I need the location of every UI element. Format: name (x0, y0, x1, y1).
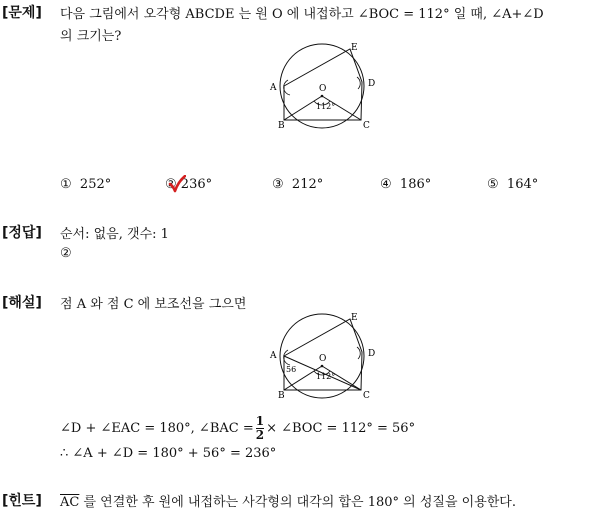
fraction-one-half (256, 415, 264, 442)
fig1-label-D: D (368, 79, 376, 89)
fig2-label-A: A (270, 351, 277, 361)
hint-arc: $\overline{AC}$ (60, 495, 80, 510)
choice-1-value: 252° (79, 177, 112, 192)
choice-1-number: ① (60, 177, 72, 192)
fig2-label-B: B (278, 391, 285, 401)
choice-1[interactable] (60, 177, 111, 192)
fig2-label-E: E (351, 313, 358, 323)
fig1-label-E: E (351, 43, 358, 53)
fig2-label-O: O (319, 354, 327, 364)
choice-4[interactable] (380, 177, 431, 192)
fig1-label-C: C (363, 121, 370, 131)
fig2-label-C: C (363, 391, 370, 401)
explanation-equation1 (60, 415, 415, 442)
figure-pentagon-circle (264, 40, 384, 140)
problem-text-line1: 다음 그림에서 오각형 ABCDE 는 원 O 에 내접하고 ∠BOC = 112° 일 때, ∠A+∠D (60, 7, 544, 22)
choice-2-value: 236° (180, 177, 213, 192)
answer-label: [정답] (2, 225, 42, 241)
fig1-angle-label: 112° (316, 102, 336, 111)
fraction-denominator: 2 (255, 428, 265, 442)
answer-line1: 순서: 없음, 갯수: 1 (60, 227, 169, 242)
fraction-numerator: 1 (255, 414, 265, 428)
eq1-part1: ∠D + ∠EAC = 180°, ∠BAC = (60, 421, 254, 436)
eq1-part2: × ∠BOC = 112° = 56° (266, 421, 416, 436)
fig1-label-A: A (270, 83, 277, 93)
problem-text-line2: 의 크기는? (60, 29, 122, 44)
choice-3-value: 212° (291, 177, 324, 192)
figure-auxiliary-line (264, 310, 384, 410)
hint-text (60, 491, 516, 510)
choice-4-value: 186° (399, 177, 432, 192)
choice-4-number: ④ (380, 177, 392, 192)
explanation-intro: 점 A 와 점 C 에 보조선을 그으면 (60, 297, 247, 312)
fig2-angle-label: 112° (316, 372, 336, 381)
problem-label: [문제] (2, 5, 42, 21)
choice-5[interactable] (487, 177, 538, 192)
explanation-equation2: ∴ ∠A + ∠D = 180° + 56° = 236° (60, 446, 277, 461)
fig2-angle-56-label: 56 (286, 365, 297, 374)
choice-2[interactable] (165, 177, 212, 192)
choice-3-number: ③ (272, 177, 284, 192)
choice-2-number: ② (165, 177, 177, 192)
fig1-label-B: B (278, 121, 285, 131)
explanation-label: [해설] (2, 295, 42, 311)
answer-line2: ② (60, 246, 72, 261)
choice-5-value: 164° (506, 177, 539, 192)
fig2-label-D: D (368, 349, 376, 359)
fig1-label-O: O (319, 84, 327, 94)
hint-body: 를 연결한 후 원에 내접하는 사각형의 대각의 합은 180° 의 성질을 이용한다. (79, 495, 517, 510)
checkmark-icon (168, 175, 186, 193)
choice-5-number: ⑤ (487, 177, 499, 192)
choice-3[interactable] (272, 177, 323, 192)
hint-label: [힌트] (2, 493, 42, 509)
